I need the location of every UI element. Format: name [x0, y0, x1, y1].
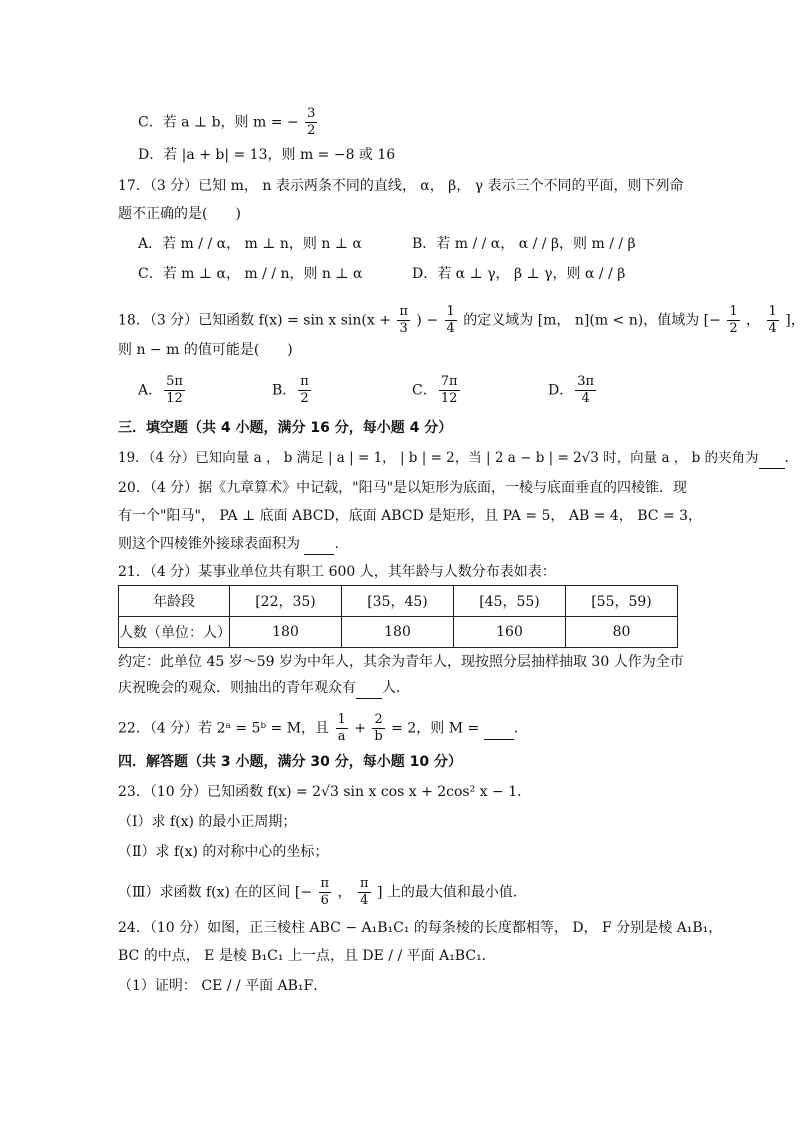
q20-stem-line1: 20．（4 分）据《九章算术》中记载，"阳马"是以矩形为底面，一棱与底面垂直的四棱锥．现	[118, 480, 688, 496]
q22-stem: 22．（4 分）若 2ᵃ = 5ᵇ = M，且 $\frac{1}{a}$ + $\frac{2}{b}$ = 2，则 M = .	[118, 712, 519, 744]
q24-stem-line2: BC 的中点， E 是棱 B₁C₁ 上一点，且 DE / / 平面 A₁BC₁．	[118, 948, 496, 964]
q17-option-d: D．若 α ⊥ γ， β ⊥ γ，则 α / / β	[412, 266, 626, 282]
q17-stem-line2: 题不正确的是( )	[118, 206, 241, 222]
q18-option-a: A． $\frac{5\pi}{12}$	[138, 374, 183, 406]
q17-option-a: A．若 m / / α， m ⊥ n，则 n ⊥ α	[138, 236, 362, 252]
q18-option-d: D． $\frac{3\pi}{4}$	[548, 374, 595, 406]
table-cell: 180	[342, 617, 454, 648]
section-4-heading: 四．解答题（共 3 小题，满分 30 分，每小题 10 分）	[118, 754, 462, 770]
table-cell: [35，45)	[342, 586, 454, 617]
fraction: $\frac{3}{2}$	[307, 106, 316, 138]
q18-option-b: B． $\frac{\pi}{2}$	[272, 374, 309, 406]
q23-part-i: （Ⅰ）求 f(x) 的最小正周期；	[118, 814, 297, 830]
q18-stem-line2: 则 n − m 的值可能是( )	[118, 342, 293, 358]
q23-stem: 23．（10 分）已知函数 f(x) = 2√3 sin x cos x + 2cos² x − 1．	[118, 784, 532, 800]
q16-option-c: C．若 a ⊥ b，则 m = − $\frac{3}{2}$	[138, 106, 316, 138]
table-cell: [22，35)	[230, 586, 342, 617]
table-cell: [45，55)	[454, 586, 566, 617]
table-cell: 80	[566, 617, 678, 648]
q20-stem-line3: 则这个四棱锥外接球表面积为 .	[118, 534, 339, 555]
q17-option-b: B．若 m / / α， α / / β，则 m / / β	[412, 236, 636, 252]
table-cell: 年龄段	[119, 586, 230, 617]
table-cell: 人数（单位：人）	[119, 617, 230, 648]
q17-stem-line1: 17．（3 分）已知 m， n 表示两条不同的直线， α， β， γ 表示三个不同的平面，则下列命	[118, 178, 684, 194]
table-row	[119, 617, 678, 648]
q19-stem: 19．（4 分）已知向量 a ， b 满足 | a | = 1， | b | = 2，当 | 2 a − b | = 2√3 时，向量 a ， b 的夹角为 .	[118, 448, 789, 469]
q23-part-iii: （Ⅲ）求函数 f(x) 在的区间 [− $\frac{\pi}{6}$ ， $\frac{\pi}{4}$ ] 上的最大值和最小值.	[118, 876, 518, 908]
table-cell: [55，59)	[566, 586, 678, 617]
table-cell: 160	[454, 617, 566, 648]
table-cell: 180	[230, 617, 342, 648]
q21-stem-line2: 约定：此单位 45 岁～59 岁为中年人，其余为青年人，现按照分层抽样抽取 30 人作为全市	[118, 654, 684, 670]
q16-option-d: D．若 |a + b| = 13，则 m = −8 或 16	[138, 147, 396, 163]
q24-part-1: （1）证明： CE / / 平面 AB₁F．	[118, 978, 328, 994]
q20-stem-line2: 有一个"阳马"， PA ⊥ 底面 ABCD，底面 ABCD 是矩形，且 PA = 5， AB = 4， BC = 3，	[118, 508, 703, 524]
q24-stem-line1: 24．（10 分）如图，正三棱柱 ABC − A₁B₁C₁ 的每条棱的长度都相等， D， F 分别是棱 A₁B₁，	[118, 920, 723, 936]
q18-option-c: C． $\frac{7\pi}{12}$	[412, 374, 458, 406]
q21-stem-line1: 21．（4 分）某事业单位共有职工 600 人，其年龄与人数分布表如表：	[118, 564, 556, 580]
q21-stem-line3: 庆祝晚会的观众．则抽出的青年观众有 人.	[118, 678, 400, 699]
q17-option-c: C．若 m ⊥ α， m / / n，则 n ⊥ α	[138, 266, 363, 282]
q18-stem-line1: 18．（3 分）已知函数 f(x) = sin x sin(x + $\frac{\pi}{3}$ ) − $\frac{1}{4}$ 的定义域为 [m， n](m < n)，值域为 [− $\frac{1}{2}$ ， $\frac{1}{4}$ ]，	[118, 304, 805, 336]
table-header-row	[119, 586, 678, 617]
section-3-heading: 三．填空题（共 4 小题，满分 16 分，每小题 4 分）	[118, 420, 453, 436]
age-distribution-table	[118, 585, 678, 648]
q23-part-ii: （Ⅱ）求 f(x) 的对称中心的坐标；	[118, 844, 329, 860]
